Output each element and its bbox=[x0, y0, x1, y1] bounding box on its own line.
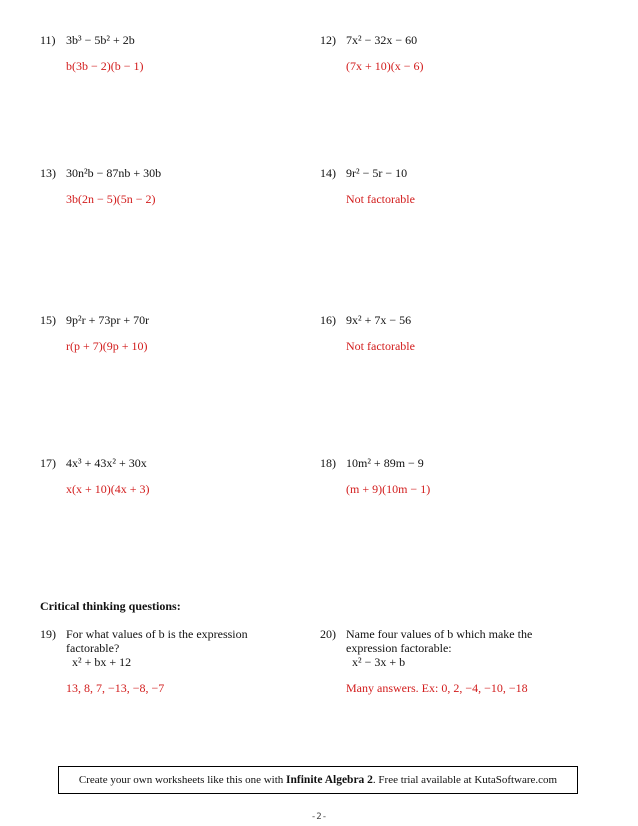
problem-number: 11) bbox=[40, 33, 56, 47]
problem-expression: 3b³ − 5b² + 2b bbox=[66, 33, 135, 47]
problem-number: 13) bbox=[40, 166, 56, 180]
footer-product: Infinite Algebra 2 bbox=[286, 774, 373, 786]
problem-number: 14) bbox=[320, 166, 336, 180]
problem-expression: 9x² + 7x − 56 bbox=[346, 313, 412, 327]
problem-expression: 4x³ + 43x² + 30x bbox=[66, 456, 147, 470]
problem-expression: x² + bx + 12 bbox=[72, 655, 132, 669]
problem-answer: r(p + 7)(9p + 10) bbox=[66, 339, 148, 353]
footer-prefix: Create your own worksheets like this one with bbox=[78, 774, 287, 786]
problem-expression: 9r² − 5r − 10 bbox=[346, 166, 408, 180]
problem-expression: 10m² + 89m − 9 bbox=[346, 456, 424, 470]
problem-expression: 7x² − 32x − 60 bbox=[346, 33, 418, 47]
problem-number: 15) bbox=[40, 313, 56, 327]
problem-answer: Many answers. Ex: 0, 2, −4, −10, −18 bbox=[346, 681, 528, 695]
problem-answer: Not factorable bbox=[346, 339, 415, 353]
page-number: -2- bbox=[310, 812, 328, 822]
problem-number: 12) bbox=[320, 33, 336, 47]
problem-answer: (m + 9)(10m − 1) bbox=[346, 482, 431, 496]
problem-answer: 13, 8, 7, −13, −8, −7 bbox=[66, 681, 165, 695]
problem-answer: x(x + 10)(4x + 3) bbox=[66, 482, 150, 496]
problem-number: 19) bbox=[40, 627, 56, 641]
problem-answer: b(3b − 2)(b − 1) bbox=[66, 59, 144, 73]
footer-banner bbox=[58, 766, 578, 794]
problem-number: 18) bbox=[320, 456, 336, 470]
problem-number: 20) bbox=[320, 627, 336, 641]
problem-answer: Not factorable bbox=[346, 192, 415, 206]
critical-thinking-header: Critical thinking questions: bbox=[40, 599, 181, 613]
problem-expression: 9p²r + 73pr + 70r bbox=[66, 313, 150, 327]
problem-question: For what values of b is the expression factorable? bbox=[66, 627, 248, 655]
problem-expression: x² − 3x + b bbox=[352, 655, 406, 669]
footer-suffix: . Free trial available at KutaSoftware.com bbox=[372, 774, 558, 786]
problem-number: 17) bbox=[40, 456, 56, 470]
problem-question: Name four values of b which make the expression factorable: bbox=[346, 627, 533, 655]
problem-expression: 30n²b − 87nb + 30b bbox=[66, 166, 162, 180]
problem-answer: (7x + 10)(x − 6) bbox=[346, 59, 424, 73]
problem-answer: 3b(2n − 5)(5n − 2) bbox=[66, 192, 156, 206]
problem-number: 16) bbox=[320, 313, 336, 327]
